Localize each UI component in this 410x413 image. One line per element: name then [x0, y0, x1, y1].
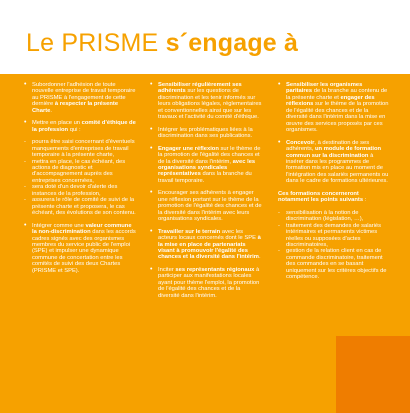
body-text: sur le thème de la promotion de l'égalité des chances et de la diversité dans l'intérim dans la mise en œuvre des services proposés par ces organismes. [286, 101, 389, 134]
dash-marker: - [24, 158, 26, 165]
bullet-marker: • [150, 227, 153, 235]
emphasis-text: Engager une réflexion [158, 145, 219, 152]
body-text: Intégrer les problématiques liées à la discrimination dans ses publications. [158, 126, 253, 140]
emphasis-text: Concevoir [286, 139, 315, 146]
body-text: Subordonner l'adhésion de toute nouvelle entreprise de travail temporaire au PRISME à l'engagement de cette dernière [32, 82, 136, 108]
sub-list-item [24, 139, 136, 158]
bullet-paragraph [24, 120, 136, 133]
bullet-paragraph [24, 223, 136, 275]
body-text: , à destination de ses adhérents, [286, 139, 370, 153]
emphasis-text: comité d'éthique de la profession [32, 120, 136, 133]
emphasis-text: Sensibiliser les organismes paritaires [286, 82, 363, 95]
emphasis-text: à la mise en place de partenariats visant à promouvoir l'égalité des chances et la diversité dans l'intérim [158, 235, 261, 261]
bullet-marker: • [150, 265, 153, 273]
body-text: dans la branche du travail temporaire. [158, 171, 252, 184]
bullet-marker: • [150, 144, 153, 152]
bullet-paragraph [278, 140, 390, 185]
page-title [26, 28, 298, 58]
sub-list-text: gestion de la relation client en cas de commande discriminatoire, traitement des commandes en se basant uniquement sur les critères objectifs de compétence. [286, 248, 387, 281]
text-column-3 [278, 82, 390, 287]
bullet-paragraph [150, 190, 263, 222]
body-text: . [50, 107, 52, 114]
sub-list-item [24, 184, 136, 197]
emphasis-text: Travailler sur le terrain [158, 228, 221, 235]
bullet-marker: • [278, 138, 281, 146]
sub-list-item [278, 248, 390, 280]
body-text: : [363, 197, 367, 204]
sub-list-text: sera doté d'un devoir d'alerte des instances de la profession, [32, 184, 118, 197]
sub-list-text: sensibilisation à la notion de discrimination (législation, …), [286, 209, 364, 223]
bullet-paragraph [150, 127, 263, 140]
emphasis-text: ses représentants régionaux [175, 266, 255, 273]
bullet-paragraph [24, 82, 136, 114]
bullet-paragraph [278, 82, 390, 134]
dash-marker: - [278, 222, 280, 229]
body-text: qui : [68, 126, 81, 133]
body-text: Mettre en place un [32, 120, 82, 127]
body-text: à participer aux manifestations locales ayant pour thème l'emploi, la promotion de l'égalité des chances et de la diversité dans l'intérim. [158, 266, 260, 299]
sub-list-item [278, 210, 390, 223]
body-text: avec les acteurs locaux concernés dont le SPE [158, 228, 258, 242]
bullet-marker: • [150, 189, 153, 197]
dash-marker: - [24, 197, 26, 204]
emphasis-text: Ces formations concerneront notamment les points suivants [278, 190, 364, 204]
sub-list-item [24, 197, 136, 216]
bullet-marker: • [278, 81, 281, 88]
sub-list-text: mettra en place, le cas échéant, des actions de diagnostic et d'accompagnement auprès des entreprises concernées, [32, 158, 126, 184]
title-engage: s´engage à [165, 29, 299, 57]
title-band [0, 0, 410, 74]
dash-marker: - [24, 184, 26, 191]
bullet-marker: • [24, 221, 27, 229]
bullet-paragraph [150, 146, 263, 185]
emphasis-text: Sensibiliser régulièrement ses adhérents [158, 82, 242, 95]
dash-marker: - [24, 139, 26, 146]
sub-list [278, 210, 390, 281]
sub-list-item [24, 159, 136, 185]
sub-list-item [278, 223, 390, 249]
body-text: dans les accords cadres signés avec des organismes membres du service public de l'emploi (SPE) et impulser une dynamique commune de concertation entre les comités de suivi des deux Chartes (PRISME et SPE). [32, 229, 136, 274]
bullet-marker: • [150, 125, 153, 133]
bullet-marker: • [24, 81, 27, 88]
emphasis-text: engager des réflexions [286, 94, 375, 108]
section-heading [278, 191, 390, 204]
bullet-marker: • [150, 81, 153, 88]
body-text: sur le thème de la promotion de l'égalité des chances et de la diversité dans l'intérim, [158, 145, 261, 165]
dash-marker: - [278, 209, 280, 216]
text-column-1 [24, 82, 136, 280]
emphasis-text: valeur commune la non-discrimination [32, 222, 132, 236]
dash-marker: - [278, 248, 280, 255]
corner-accent-box [336, 336, 410, 413]
body-text: Inciter [158, 266, 176, 273]
title-prisme: Le PRISME [26, 29, 166, 57]
bullet-paragraph [150, 229, 263, 261]
bullet-paragraph [150, 82, 263, 121]
body-text: de la branche au contenu de la présente charte et [286, 88, 388, 101]
sub-list-text: traitement des demandes de salariés intérimaires et permanents victimes réelles ou supposées d'actes discriminatoires, [286, 222, 382, 248]
body-text: Intégrer comme une [32, 222, 86, 229]
sub-list [24, 139, 136, 216]
sub-list-text: pourra être saisi concernant d'éventuels manquements d'entreprises de travail temporaire à la présente charte, [32, 139, 135, 159]
bullet-paragraph [150, 267, 263, 299]
emphasis-text: à respecter la présente Charte [32, 101, 119, 114]
body-text: à insérer dans les programmes de formation mis en place au moment de l'intégration des salariés permanents ou dans le cadre de formations ultérieures. [286, 152, 389, 185]
text-column-2 [150, 82, 263, 305]
bullet-marker: • [24, 119, 27, 127]
body-text: Encourager ses adhérents à engager une réflexion portant sur le thème de la promotion de l'égalité des chances et de la diversité dans l'intérim avec leurs organisations syndicales. [158, 190, 262, 223]
sub-list-text: assurera le rôle de comité de suivi de la présente charte et proposera, le cas échéant, des évolutions de son contenu. [32, 197, 136, 217]
emphasis-text: un module de formation commun sur la discrimination [286, 146, 382, 159]
body-text: . [258, 254, 261, 261]
body-text: sur les questions de discrimination et les tenir informés sur leurs obligations légales, réglementaires et conventionnelles ainsi que sur les travaux et l'activité du comité d'éthique. [158, 88, 262, 121]
emphasis-text: avec les organisations syndicales représentatives [158, 158, 256, 178]
